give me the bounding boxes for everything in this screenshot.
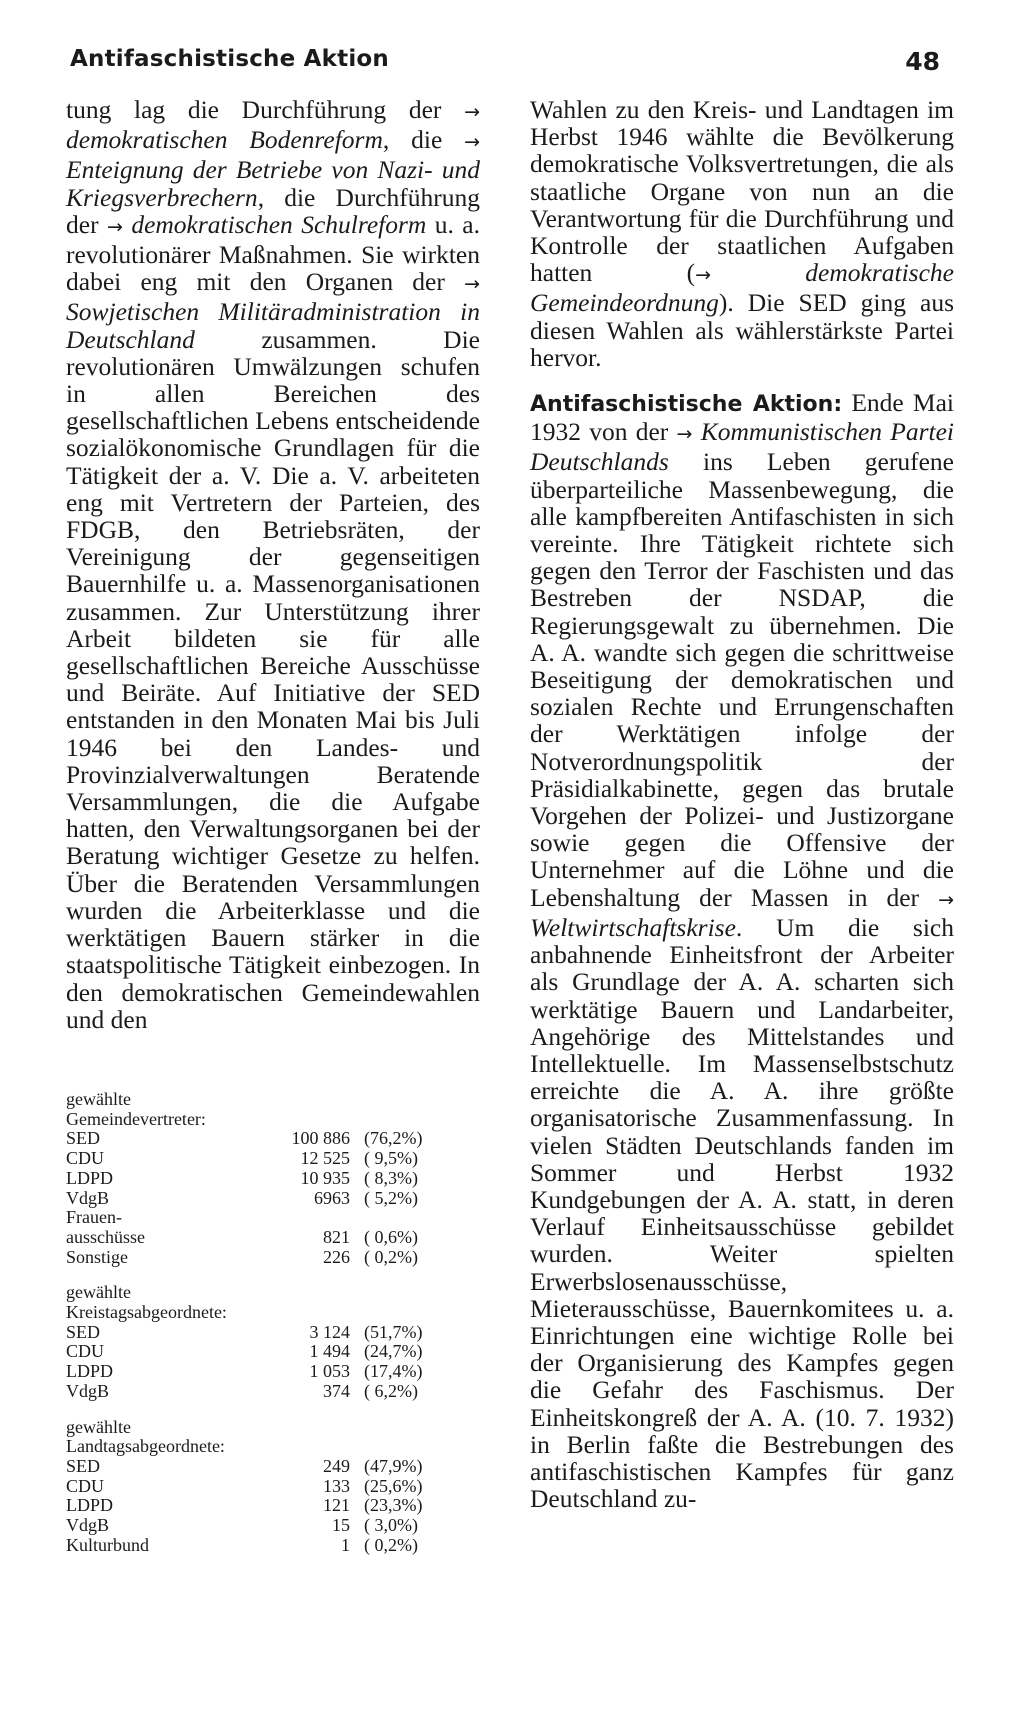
election-count: 1 <box>341 1534 350 1555</box>
election-count: 100 886 <box>291 1128 350 1149</box>
election-party: LDPD <box>66 1495 114 1516</box>
election-count: 1 053 <box>309 1361 350 1382</box>
running-head-title: Antifaschistische Aktion <box>70 46 389 72</box>
election-party: CDU <box>66 1341 105 1362</box>
election-count: 1 494 <box>309 1341 350 1362</box>
election-party: CDU <box>66 1475 105 1496</box>
election-party: VdgB <box>66 1380 110 1401</box>
election-share: ( 8,3%) <box>364 1167 418 1188</box>
election-share: (25,6%) <box>364 1475 423 1496</box>
election-party: SED <box>66 1128 101 1149</box>
entry-antifaschistische-aktion <box>530 389 954 1512</box>
cross-reference: demokratischen Schulreform <box>122 209 427 239</box>
election-share: ( 0,2%) <box>364 1246 418 1267</box>
election-share: (47,9%) <box>364 1455 423 1476</box>
election-row <box>66 1496 446 1516</box>
text-run: . Um die sich anbahnende Einheitsfront der Arbeiter als Grundlage der A. A. scharten sich werktätige Bauern und Landarbeiter, Angehörige des Mittelstandes und Intellektuelle. Im Massenselbstschutz erreichte die A. A. ihre größte organisatorische Zusammenfassung. In vielen Städten Deutschlands fanden im Sommer und Herbst 1932 Kundgebungen der A. A. statt, in deren Verlauf Einheitsausschüsse gebildet wurden. Weiter spielten Erwerbslosenausschüsse, Mieterausschüsse, Bauernkomitees u. a. Einrichtungen eine wichtige Rolle bei der Organisierung des Kampfes gegen die Gefahr des Faschismus. Der Einheitskongreß der A. A. (10. 7. 1932) in Berlin faßte die Bestrebungen des antifaschistischen Kampfes für ganz Deutschland zu- <box>530 912 954 1514</box>
cross-reference: Weltwirtschaftskrise <box>530 912 736 942</box>
text-run: , die <box>382 125 465 155</box>
election-row <box>66 1149 446 1169</box>
cross-reference: demokratischen Bodenreform <box>66 125 383 155</box>
election-share: ( 3,0%) <box>364 1515 418 1536</box>
election-count: 12 525 <box>300 1148 350 1169</box>
election-count: 10 935 <box>300 1167 350 1188</box>
election-party: LDPD <box>66 1361 114 1382</box>
election-share: (17,4%) <box>364 1361 423 1382</box>
election-group <box>66 1283 446 1401</box>
election-row <box>66 1342 446 1362</box>
election-count: 374 <box>323 1380 350 1401</box>
text-run: ). Die SED ging aus diesen Wahlen als wählerstärkste Partei hervor. <box>530 288 954 372</box>
election-party: SED <box>66 1321 101 1342</box>
election-group-heading: gewählte <box>66 1089 131 1109</box>
election-row <box>66 1457 446 1477</box>
election-count: 3 124 <box>309 1321 350 1342</box>
election-party: VdgB <box>66 1515 110 1536</box>
entry-heading: Antifaschistische Aktion: <box>530 392 843 418</box>
election-share: ( 9,5%) <box>364 1148 418 1169</box>
election-party: Sonstige <box>66 1246 129 1267</box>
election-share: ( 6,2%) <box>364 1380 418 1401</box>
election-row <box>66 1169 446 1189</box>
election-party: SED <box>66 1455 101 1476</box>
election-party: CDU <box>66 1148 105 1169</box>
reference-arrow-icon: → <box>464 101 480 123</box>
election-share <box>350 1208 446 1228</box>
election-count: 226 <box>323 1246 350 1267</box>
election-share: (76,2%) <box>364 1128 423 1149</box>
election-party: Kulturbund <box>66 1534 149 1555</box>
election-row <box>66 1228 446 1248</box>
reference-arrow-icon: → <box>464 131 481 154</box>
election-party: ausschüsse <box>66 1226 145 1247</box>
election-row <box>66 1189 446 1209</box>
reference-arrow-icon: → <box>938 888 954 911</box>
reference-arrow-icon: → <box>676 423 693 446</box>
text-run: Ende Mai 1932 von der <box>530 388 954 447</box>
election-row <box>66 1323 446 1343</box>
election-share: (23,3%) <box>364 1495 423 1516</box>
election-count <box>256 1208 350 1228</box>
text-run: Wahlen zu den Kreis- und Landtagen im Herbst 1946 wählte die Bevölkerung demokratische Volksvertretungen, die als staatliche Organe von nun an die Verantwortung für die Durchführung und Kontrolle der staatlichen Aufgaben hatten ( <box>530 95 954 288</box>
text-run: u. a. revolutionärer Maßnahmen. Sie wirkten dabei eng mit den Organen der <box>66 209 480 297</box>
election-results-table <box>66 1090 446 1555</box>
election-share: (51,7%) <box>364 1321 423 1342</box>
election-share: (24,7%) <box>364 1341 423 1362</box>
reference-arrow-icon: → <box>106 215 123 238</box>
election-count: 249 <box>323 1455 350 1476</box>
text-run: zusammen. Die revolutionären Umwälzungen schufen in allen Bereichen des gesellschaftlichen Lebens entscheidende sozialökonomische Grundlagen für die Tätigkeit der a. V. Die a. V. arbeiteten eng mit Vertretern der Parteien, des FDGB, den Betriebsräten, der Vereinigung der gegenseitigen Bauernhilfe u. a. Massenorganisationen zusammen. Zur Unterstützung ihrer Arbeit bildeten sie für alle gesellschaftlichen Bereiche Ausschüsse und Beiräte. Auf Initiative der SED entstanden in den Monaten Mai bis Juli 1946 bei den Landes- und Provinzialverwaltungen Beratende Versammlungen, die die Aufgabe hatten, den Verwaltungsorganen bei der Beratung wichtiger Gesetze zu helfen. Über die Beratenden Versammlungen wurden die Arbeiterklasse und die werktätigen Bauern stärker in die staatspolitische Tätigkeit einbezogen. In den demokratischen Gemeindewahlen und den <box>66 324 480 1034</box>
election-row <box>66 1129 446 1149</box>
text-run: , die Durchführung der <box>66 182 480 239</box>
election-party: Frauen- <box>66 1207 122 1228</box>
left-paragraph <box>66 96 480 1033</box>
election-row <box>66 1516 446 1536</box>
cross-reference: demokratische Gemeindeordnung <box>530 258 954 318</box>
election-count: 6963 <box>314 1187 350 1208</box>
entry-body <box>530 388 954 1513</box>
cross-reference: Enteignung der Betriebe von Nazi- und Kriegsverbrechern <box>66 155 480 212</box>
cross-reference: Sowjetischen Militäradministration in Deutschland <box>66 297 480 354</box>
election-row <box>66 1208 446 1228</box>
page-number: 48 <box>905 47 940 76</box>
election-count: 15 <box>332 1515 350 1536</box>
election-share: ( 0,6%) <box>364 1226 418 1247</box>
election-share: ( 0,2%) <box>364 1534 418 1555</box>
cross-reference: Kommunistischen Partei Deutschlands <box>530 417 954 477</box>
text-run: tung lag die Durchführung der <box>66 95 465 124</box>
reference-arrow-icon: → <box>464 273 480 296</box>
election-party: LDPD <box>66 1167 114 1188</box>
election-group-heading: gewählte <box>66 1416 131 1437</box>
election-group <box>66 1418 446 1556</box>
election-row <box>66 1477 446 1497</box>
left-column <box>66 96 480 1033</box>
election-count: 821 <box>323 1226 350 1247</box>
right-column <box>530 96 954 1512</box>
election-count: 133 <box>323 1475 350 1496</box>
election-party: VdgB <box>66 1187 110 1208</box>
election-row <box>66 1362 446 1382</box>
election-group-heading: Kreistagsabgeordnete: <box>66 1302 227 1323</box>
election-row <box>66 1248 446 1268</box>
election-group <box>66 1090 446 1267</box>
text-run: ins Leben gerufene überparteiliche Massenbewegung, die alle kampfbereiten Antifaschisten in sich vereinte. Ihre Tätigkeit richtete sich gegen den Terror der Faschisten und das Bestreben der NSDAP, die Regierungsgewalt zu übernehmen. Die A. A. wandte sich gegen die schrittweise Beseitigung der demokratischen und sozialen Rechte und Errungenschaften der Werktätigen infolge der Notverordnungspolitik der Präsidialkabinette, gegen das brutale Vorgehen der Polizei- und Justizorgane sowie gegen die Offensive der Unternehmer auf die Löhne und die Lebenshaltung der Massen in der <box>530 447 954 912</box>
right-paragraph-continuation <box>530 96 954 371</box>
reference-arrow-icon: → <box>695 264 711 287</box>
election-row <box>66 1382 446 1402</box>
election-share: ( 5,2%) <box>364 1187 418 1208</box>
election-group-heading: gewählte <box>66 1282 131 1303</box>
election-group-heading: Gemeindevertreter: <box>66 1108 206 1129</box>
election-group-heading: Landtagsabgeordnete: <box>66 1436 225 1457</box>
election-count: 121 <box>323 1495 350 1516</box>
election-row <box>66 1536 446 1556</box>
